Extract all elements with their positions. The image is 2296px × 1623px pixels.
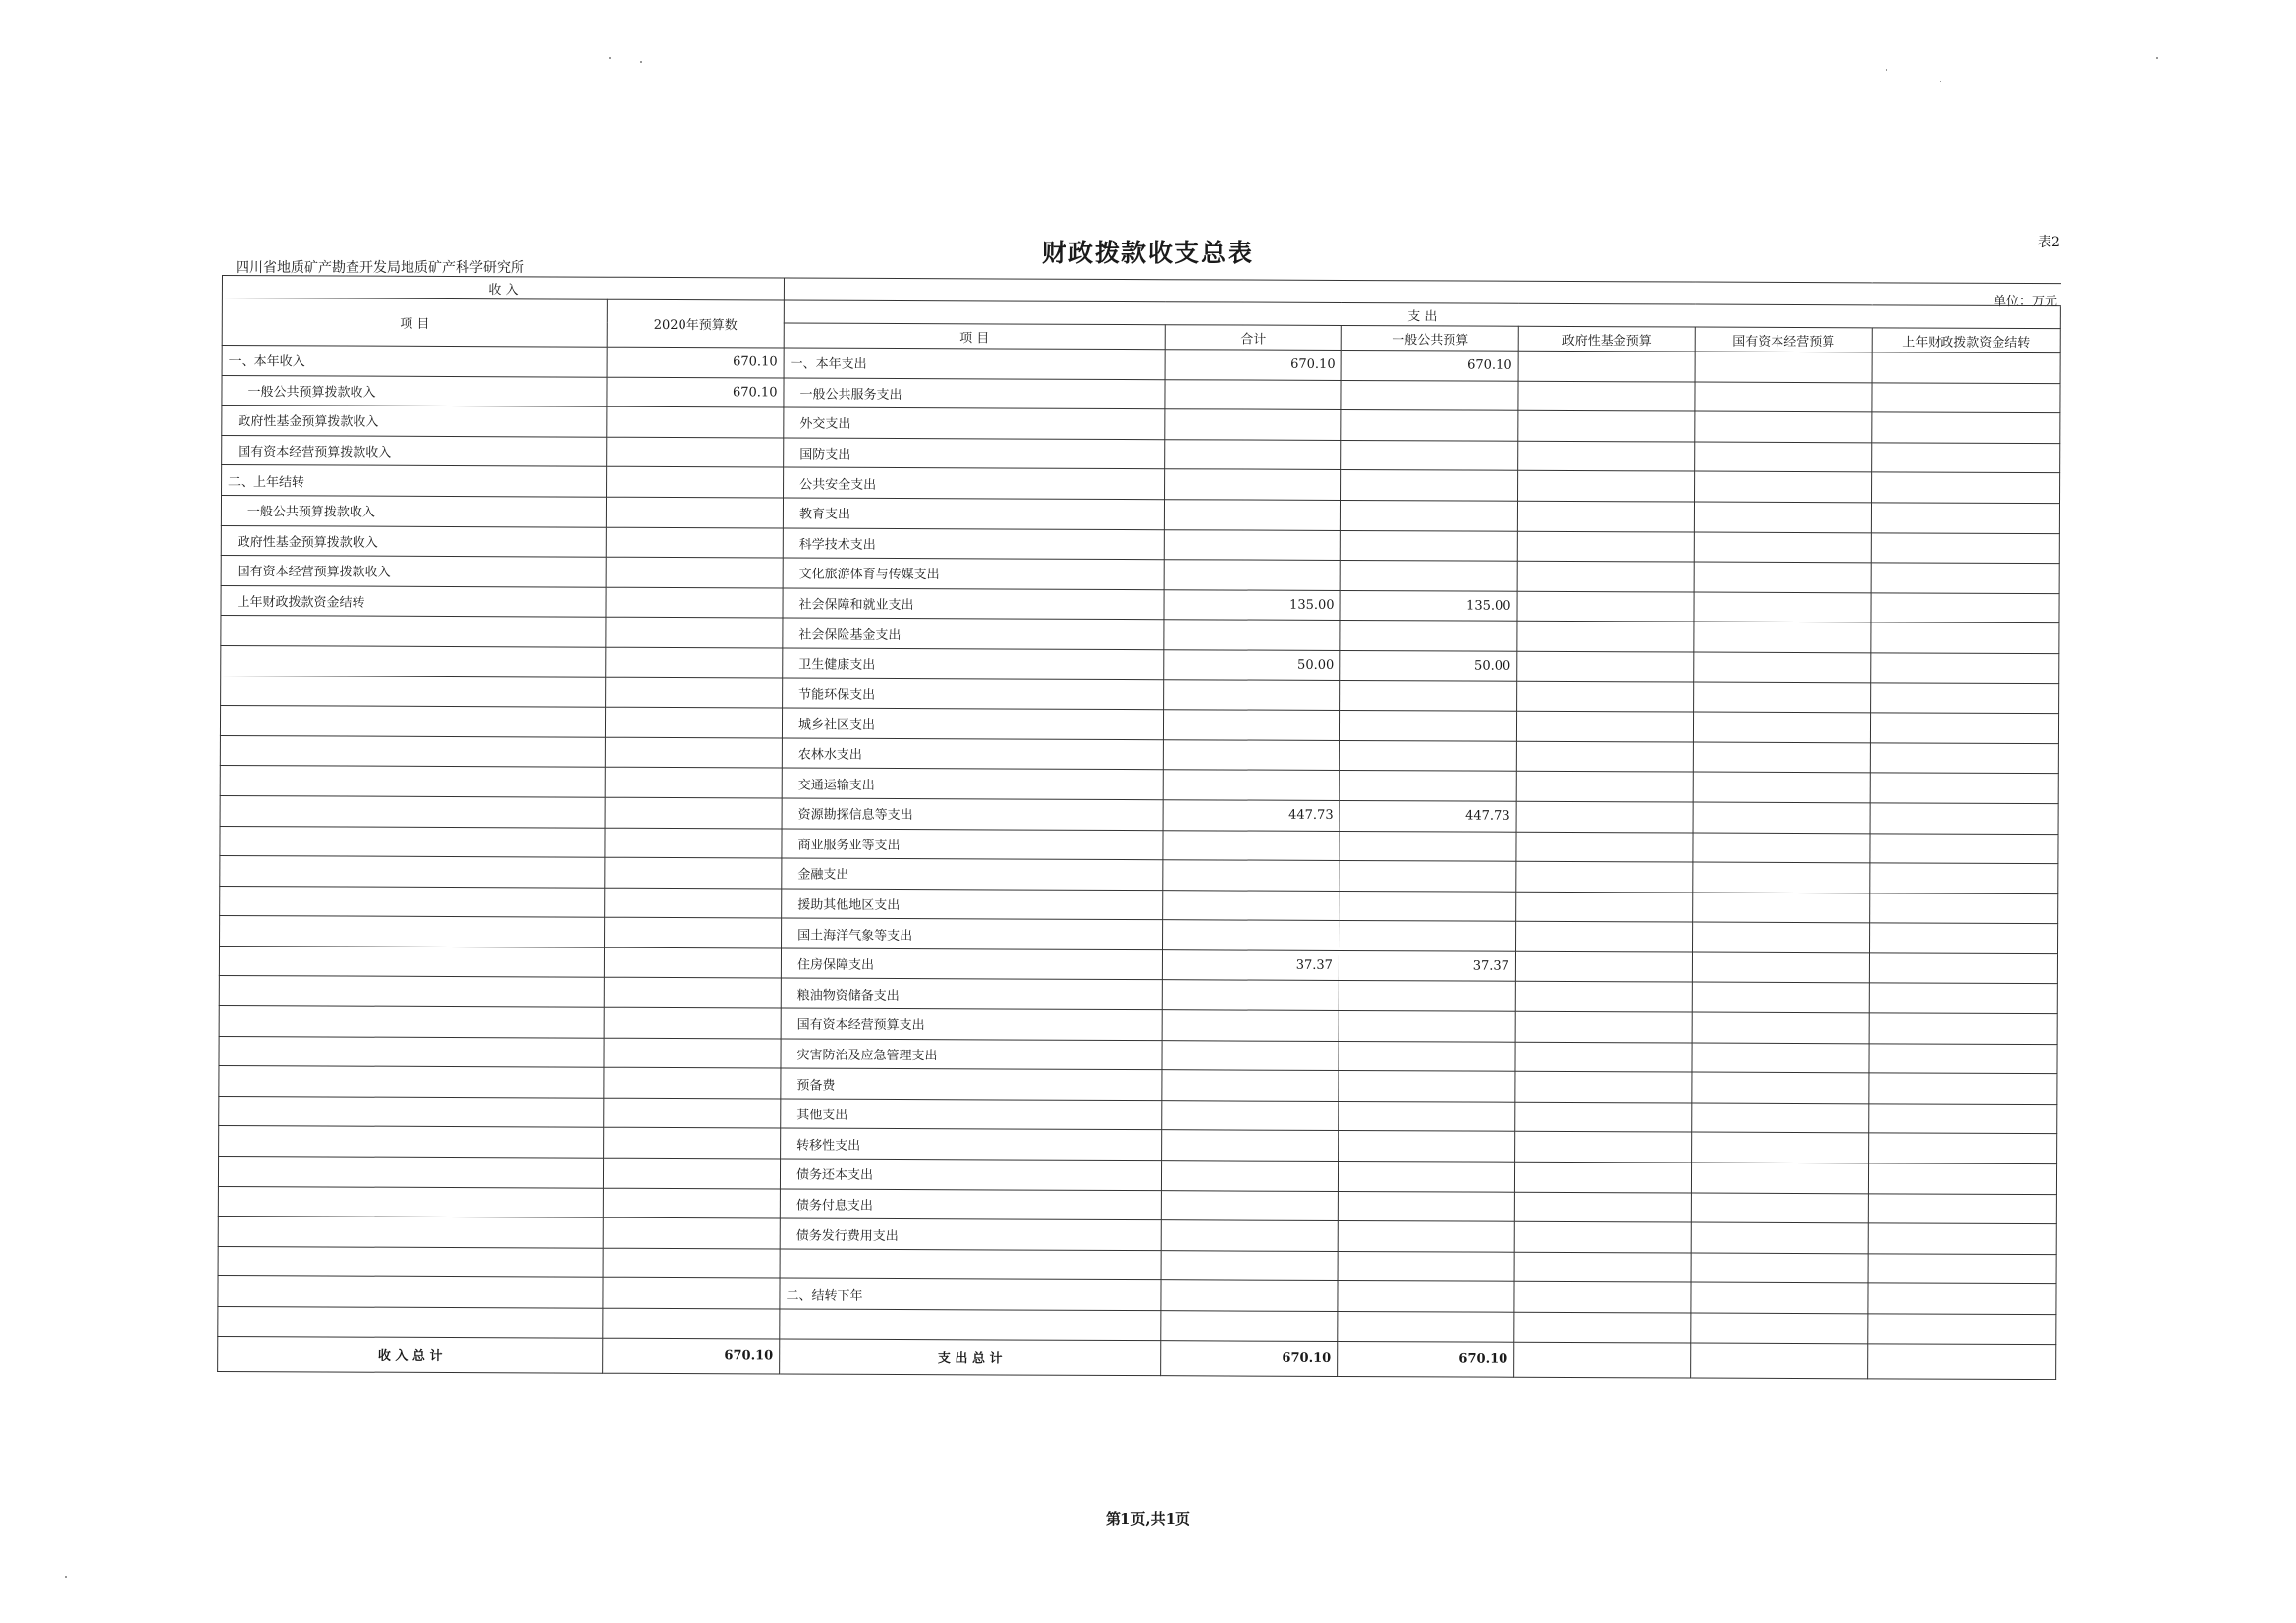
state-capital-cell bbox=[1695, 471, 1872, 502]
income-item-cell bbox=[220, 735, 605, 767]
general-budget-cell: 50.00 bbox=[1340, 650, 1517, 680]
expense-item-cell: 卫生健康支出 bbox=[783, 648, 1164, 679]
state-capital-cell bbox=[1692, 983, 1869, 1013]
gov-fund-cell bbox=[1514, 1192, 1691, 1222]
expense-item-cell: 社会保障和就业支出 bbox=[783, 588, 1164, 620]
expense-item-cell: 金融支出 bbox=[782, 858, 1163, 890]
expense-item-cell: 社会保险基金支出 bbox=[783, 618, 1164, 649]
general-budget-cell bbox=[1340, 680, 1517, 711]
expense-total-cell bbox=[1162, 1101, 1339, 1131]
last-year-balance-cell bbox=[1870, 743, 2058, 774]
general-budget-cell bbox=[1341, 410, 1518, 441]
last-year-balance-cell bbox=[1869, 1013, 2057, 1044]
income-item-cell bbox=[220, 766, 605, 797]
income-value-cell bbox=[606, 587, 783, 618]
income-item-cell bbox=[218, 1217, 603, 1248]
state-capital-cell bbox=[1693, 802, 1870, 833]
expense-item-cell: 国土海洋气象等支出 bbox=[782, 918, 1163, 949]
expense-item-cell: 转移性支出 bbox=[781, 1128, 1162, 1160]
last-year-balance-cell bbox=[1869, 953, 2057, 984]
state-capital-cell bbox=[1694, 532, 1871, 563]
income-item-cell: 国有资本经营预算拨款收入 bbox=[221, 556, 606, 587]
general-budget-cell bbox=[1341, 470, 1518, 501]
expense-total-cell bbox=[1164, 529, 1340, 560]
last-year-balance-cell bbox=[1872, 443, 2060, 473]
expense-total-cell bbox=[1163, 920, 1339, 950]
general-budget-cell bbox=[1338, 1221, 1514, 1252]
state-capital-cell bbox=[1691, 1282, 1868, 1313]
expense-item-cell: 农林水支出 bbox=[782, 738, 1163, 770]
income-item-cell bbox=[220, 856, 605, 888]
gov-fund-cell bbox=[1517, 561, 1694, 591]
expense-item-cell: 灾害防治及应急管理支出 bbox=[781, 1039, 1162, 1070]
general-budget-cell bbox=[1340, 530, 1517, 561]
last-year-balance-cell bbox=[1872, 352, 2060, 383]
expense-total-cell bbox=[1162, 980, 1339, 1010]
expense-item-cell: 资源勘探信息等支出 bbox=[782, 798, 1163, 830]
general-budget-cell bbox=[1339, 1101, 1515, 1131]
expense-item-cell: 住房保障支出 bbox=[781, 948, 1162, 980]
expense-total-cell bbox=[1161, 1220, 1338, 1251]
expense-item-cell: 教育支出 bbox=[783, 498, 1164, 529]
gov-fund-cell bbox=[1514, 1162, 1691, 1192]
expense-item-cell: 一般公共服务支出 bbox=[784, 378, 1165, 409]
last-year-balance-cell bbox=[1870, 803, 2058, 834]
expense-total-cell bbox=[1165, 409, 1341, 440]
income-value-cell: 670.10 bbox=[607, 347, 784, 377]
last-year-balance-cell bbox=[1868, 1193, 2056, 1223]
state-capital-cell bbox=[1694, 652, 1871, 682]
state-capital-cell bbox=[1693, 712, 1870, 742]
expense-total-cell bbox=[1163, 739, 1339, 770]
income-item-cell bbox=[218, 1186, 603, 1217]
scan-speck bbox=[1940, 81, 1941, 82]
income-item-cell bbox=[218, 1306, 603, 1337]
state-capital-cell bbox=[1695, 442, 1872, 472]
last-year-balance-cell bbox=[1868, 1254, 2056, 1284]
scan-speck bbox=[2156, 57, 2158, 59]
fiscal-summary-table bbox=[217, 275, 2061, 1380]
general-budget-cell bbox=[1339, 711, 1516, 741]
general-budget-cell bbox=[1339, 1071, 1515, 1102]
income-item-cell bbox=[218, 1276, 603, 1308]
income-value-cell bbox=[605, 768, 782, 798]
last-year-balance-cell bbox=[1868, 1314, 2056, 1344]
scan-speck bbox=[609, 57, 611, 59]
expense-item-cell: 公共安全支出 bbox=[784, 467, 1165, 499]
income-item-cell bbox=[220, 706, 605, 737]
gov-fund-cell bbox=[1515, 1102, 1692, 1132]
gov-fund-cell bbox=[1516, 861, 1693, 892]
expense-item-cell: 文化旅游体育与传媒支出 bbox=[783, 558, 1164, 589]
income-total-value: 670.10 bbox=[603, 1338, 780, 1374]
expense-total-cell: 50.00 bbox=[1164, 650, 1340, 680]
income-value-cell bbox=[604, 1067, 781, 1098]
header-state-capital-budget: 国有资本经营预算 bbox=[1695, 327, 1872, 352]
state-capital-total bbox=[1691, 1343, 1868, 1379]
state-capital-cell bbox=[1694, 592, 1871, 622]
header-income-group: 收 入 bbox=[222, 276, 784, 300]
expense-total-cell bbox=[1162, 1040, 1339, 1070]
expense-item-cell: 二、结转下年 bbox=[780, 1278, 1161, 1310]
gov-fund-cell bbox=[1514, 1221, 1691, 1252]
gov-fund-cell bbox=[1518, 410, 1695, 441]
header-gov-fund-budget: 政府性基金预算 bbox=[1518, 326, 1695, 352]
last-year-balance-cell bbox=[1871, 653, 2059, 683]
page-footer: 第1页,共1页 bbox=[1105, 1510, 1191, 1528]
general-budget-cell: 37.37 bbox=[1339, 950, 1515, 981]
last-year-balance-cell bbox=[1869, 1133, 2057, 1163]
income-value-cell bbox=[605, 828, 782, 858]
income-item-cell bbox=[219, 976, 604, 1007]
state-capital-cell bbox=[1694, 682, 1871, 713]
gov-fund-cell bbox=[1517, 591, 1694, 622]
gov-fund-cell bbox=[1514, 1282, 1691, 1313]
gov-fund-cell bbox=[1517, 501, 1694, 531]
income-item-cell bbox=[218, 1246, 603, 1277]
income-value-cell bbox=[604, 1098, 781, 1128]
general-budget-cell bbox=[1339, 1131, 1515, 1162]
expense-item-cell: 债务还本支出 bbox=[780, 1159, 1161, 1190]
gov-fund-cell bbox=[1515, 1042, 1692, 1072]
expense-total-cell bbox=[1163, 710, 1339, 740]
income-value-cell bbox=[606, 677, 783, 708]
header-total: 合计 bbox=[1165, 325, 1341, 351]
income-value-cell bbox=[603, 1248, 780, 1278]
income-item-cell bbox=[220, 916, 605, 947]
expense-item-cell: 交通运输支出 bbox=[782, 768, 1163, 799]
income-value-cell bbox=[604, 947, 781, 978]
gov-fund-cell bbox=[1516, 922, 1693, 952]
expense-item-cell bbox=[780, 1249, 1161, 1280]
income-item-cell bbox=[220, 826, 605, 857]
income-item-cell bbox=[221, 676, 606, 707]
expense-total-cell bbox=[1163, 770, 1339, 800]
expense-item-cell: 援助其他地区支出 bbox=[782, 889, 1163, 920]
expense-total-cell bbox=[1164, 620, 1340, 650]
state-capital-cell bbox=[1693, 833, 1870, 863]
last-year-balance-cell bbox=[1870, 713, 2058, 743]
income-item-cell: 国有资本经营预算拨款收入 bbox=[222, 435, 607, 466]
last-year-balance-cell bbox=[1872, 472, 2060, 503]
income-item-cell bbox=[218, 1157, 603, 1188]
expense-total-cell: 135.00 bbox=[1164, 589, 1340, 620]
gov-fund-cell bbox=[1516, 772, 1693, 802]
last-year-balance-total bbox=[1868, 1343, 2056, 1379]
expense-total-cell bbox=[1163, 830, 1339, 860]
header-expense-item: 项 目 bbox=[784, 323, 1165, 350]
income-value-cell bbox=[605, 857, 782, 888]
header-income-budget: 2020年预算数 bbox=[607, 299, 784, 348]
income-value-cell bbox=[605, 737, 782, 768]
income-item-cell: 政府性基金预算拨款收入 bbox=[222, 406, 607, 437]
income-item-cell: 一般公共预算拨款收入 bbox=[221, 495, 606, 526]
general-budget-cell bbox=[1339, 831, 1516, 861]
document-title: 财政拨款收支总表 bbox=[1041, 239, 1254, 267]
organization-name: 四川省地质矿产勘查开发局地质矿产科学研究所 bbox=[236, 260, 524, 276]
state-capital-cell bbox=[1693, 922, 1870, 952]
income-value-cell bbox=[603, 1217, 780, 1248]
expense-total-cell bbox=[1164, 560, 1340, 590]
state-capital-cell bbox=[1691, 1313, 1868, 1343]
income-item-cell: 一、本年收入 bbox=[222, 346, 607, 377]
income-item-cell: 一般公共预算拨款收入 bbox=[222, 375, 607, 406]
general-budget-cell bbox=[1339, 981, 1515, 1011]
last-year-balance-cell bbox=[1871, 622, 2059, 653]
state-capital-cell bbox=[1692, 1072, 1869, 1103]
state-capital-cell bbox=[1695, 352, 1872, 382]
expense-total-label: 支 出 总 计 bbox=[780, 1339, 1161, 1376]
general-budget-cell bbox=[1338, 1161, 1514, 1191]
expense-total-cell bbox=[1161, 1190, 1338, 1220]
income-value-cell bbox=[605, 797, 782, 828]
scan-speck bbox=[1886, 69, 1887, 71]
expense-total-cell bbox=[1161, 1250, 1338, 1280]
income-item-cell: 政府性基金预算拨款收入 bbox=[221, 525, 606, 557]
gov-fund-cell bbox=[1516, 832, 1693, 862]
expense-total-cell bbox=[1161, 1161, 1338, 1191]
general-budget-cell bbox=[1338, 1311, 1514, 1341]
gov-fund-total bbox=[1514, 1342, 1691, 1378]
expense-total-cell bbox=[1163, 890, 1339, 920]
general-budget-cell bbox=[1339, 740, 1516, 771]
expense-item-cell: 债务付息支出 bbox=[780, 1189, 1161, 1220]
income-value-cell bbox=[603, 1308, 780, 1338]
general-budget-cell: 670.10 bbox=[1341, 350, 1518, 380]
expense-item-cell: 商业服务业等支出 bbox=[782, 828, 1163, 859]
gov-fund-cell bbox=[1515, 1072, 1692, 1103]
last-year-balance-cell bbox=[1871, 503, 2059, 533]
general-budget-cell bbox=[1338, 1191, 1514, 1221]
general-budget-cell bbox=[1339, 771, 1516, 801]
expense-total-cell: 670.10 bbox=[1165, 350, 1341, 380]
last-year-balance-cell bbox=[1870, 923, 2058, 953]
state-capital-cell bbox=[1694, 562, 1871, 592]
state-capital-cell bbox=[1693, 772, 1870, 802]
expense-item-cell: 其他支出 bbox=[781, 1099, 1162, 1130]
income-item-cell bbox=[219, 1066, 604, 1098]
expense-total-cell bbox=[1162, 1130, 1339, 1161]
expense-total-cell bbox=[1162, 1070, 1339, 1101]
income-value-cell bbox=[603, 1278, 780, 1309]
last-year-balance-cell bbox=[1870, 833, 2058, 863]
expense-total-cell bbox=[1161, 1280, 1338, 1311]
last-year-balance-cell bbox=[1868, 1163, 2056, 1194]
state-capital-cell bbox=[1694, 502, 1871, 532]
last-year-balance-cell bbox=[1871, 593, 2059, 623]
fiscal-table-container bbox=[217, 275, 2060, 1384]
general-budget-cell bbox=[1340, 500, 1517, 530]
income-value-cell bbox=[607, 406, 784, 437]
gov-fund-cell bbox=[1514, 1312, 1691, 1342]
state-capital-cell bbox=[1693, 893, 1870, 923]
last-year-balance-cell bbox=[1869, 1073, 2057, 1104]
expense-item-cell: 粮油物资储备支出 bbox=[781, 978, 1162, 1009]
expense-item-cell: 外交支出 bbox=[784, 407, 1165, 439]
income-item-cell bbox=[219, 1006, 604, 1038]
general-budget-cell: 447.73 bbox=[1339, 800, 1516, 831]
table-number-mark: 表2 bbox=[2038, 235, 2060, 250]
last-year-balance-cell bbox=[1872, 412, 2060, 443]
income-value-cell bbox=[604, 1007, 781, 1038]
state-capital-cell bbox=[1694, 622, 1871, 652]
expense-total-cell bbox=[1165, 379, 1341, 409]
expense-item-cell: 国有资本经营预算支出 bbox=[781, 1008, 1162, 1040]
totals-row bbox=[218, 1336, 2056, 1379]
state-capital-cell bbox=[1691, 1253, 1868, 1283]
general-budget-cell bbox=[1341, 380, 1518, 410]
gov-fund-cell bbox=[1516, 801, 1693, 832]
gov-fund-cell bbox=[1514, 1252, 1691, 1282]
income-value-cell bbox=[604, 1038, 781, 1068]
header-general-budget: 一般公共预算 bbox=[1341, 325, 1518, 351]
expense-item-cell bbox=[780, 1309, 1161, 1340]
scan-speck bbox=[640, 61, 642, 63]
expense-item-cell: 预备费 bbox=[781, 1068, 1162, 1100]
income-value-cell bbox=[603, 1188, 780, 1218]
state-capital-cell bbox=[1692, 1132, 1869, 1163]
gov-fund-cell bbox=[1517, 681, 1694, 712]
income-item-cell bbox=[221, 645, 606, 676]
income-value-cell bbox=[607, 437, 784, 467]
expense-grand-total: 670.10 bbox=[1161, 1340, 1338, 1376]
last-year-balance-cell bbox=[1872, 382, 2060, 412]
gov-fund-cell bbox=[1517, 622, 1694, 652]
gov-fund-cell bbox=[1517, 651, 1694, 681]
state-capital-cell bbox=[1692, 1103, 1869, 1133]
expense-item-cell: 城乡社区支出 bbox=[782, 708, 1163, 739]
gov-fund-cell bbox=[1516, 711, 1693, 741]
general-budget-cell bbox=[1338, 1281, 1514, 1312]
last-year-balance-cell bbox=[1870, 773, 2058, 803]
general-budget-total: 670.10 bbox=[1338, 1341, 1514, 1377]
expense-total-cell: 447.73 bbox=[1163, 800, 1339, 831]
income-value-cell bbox=[606, 618, 783, 648]
income-value-cell bbox=[607, 467, 784, 498]
gov-fund-cell bbox=[1518, 381, 1695, 411]
state-capital-cell bbox=[1695, 411, 1872, 442]
expense-total-cell bbox=[1162, 1010, 1339, 1041]
expense-item-cell: 国防支出 bbox=[784, 438, 1165, 469]
income-value-cell bbox=[605, 707, 782, 737]
last-year-balance-cell bbox=[1868, 1283, 2056, 1314]
general-budget-cell: 135.00 bbox=[1340, 590, 1517, 621]
state-capital-cell bbox=[1693, 862, 1870, 893]
gov-fund-cell bbox=[1516, 892, 1693, 922]
expense-total-cell bbox=[1165, 439, 1341, 469]
last-year-balance-cell bbox=[1869, 983, 2057, 1013]
gov-fund-cell bbox=[1515, 1011, 1692, 1042]
expense-item-cell: 一、本年支出 bbox=[784, 348, 1165, 379]
gov-fund-cell bbox=[1516, 741, 1693, 772]
expense-total-cell bbox=[1165, 469, 1341, 500]
scan-speck bbox=[65, 1576, 67, 1578]
gov-fund-cell bbox=[1515, 951, 1692, 982]
income-value-cell bbox=[606, 647, 783, 677]
income-item-cell bbox=[219, 1096, 604, 1127]
state-capital-cell bbox=[1692, 952, 1869, 983]
income-item-cell bbox=[220, 886, 605, 917]
income-item-cell: 上年财政拨款资金结转 bbox=[221, 585, 606, 617]
general-budget-cell bbox=[1341, 440, 1518, 470]
general-budget-cell bbox=[1340, 561, 1517, 591]
income-item-cell: 二、上年结转 bbox=[222, 465, 607, 497]
last-year-balance-cell bbox=[1871, 682, 2059, 713]
income-value-cell bbox=[606, 557, 783, 587]
last-year-balance-cell bbox=[1868, 1223, 2056, 1254]
expense-item-cell: 债务发行费用支出 bbox=[780, 1218, 1161, 1250]
last-year-balance-cell bbox=[1870, 863, 2058, 893]
header-last-year-balance: 上年财政拨款资金结转 bbox=[1872, 328, 2060, 353]
last-year-balance-cell bbox=[1871, 532, 2059, 563]
expense-item-cell: 科学技术支出 bbox=[783, 528, 1164, 560]
last-year-balance-cell bbox=[1869, 1043, 2057, 1073]
expense-total-cell bbox=[1163, 860, 1339, 891]
gov-fund-cell bbox=[1517, 531, 1694, 562]
income-item-cell bbox=[219, 946, 604, 977]
income-item-cell bbox=[219, 1126, 604, 1158]
income-value-cell bbox=[605, 888, 782, 918]
state-capital-cell bbox=[1692, 1043, 1869, 1073]
income-value-cell bbox=[606, 497, 783, 527]
state-capital-cell bbox=[1695, 382, 1872, 412]
general-budget-cell bbox=[1340, 621, 1517, 651]
income-item-cell bbox=[220, 795, 605, 827]
expense-item-cell: 节能环保支出 bbox=[783, 678, 1164, 710]
gov-fund-cell bbox=[1518, 351, 1695, 381]
state-capital-cell bbox=[1691, 1222, 1868, 1253]
state-capital-cell bbox=[1692, 1012, 1869, 1043]
last-year-balance-cell bbox=[1869, 1104, 2057, 1134]
income-value-cell bbox=[604, 978, 781, 1008]
gov-fund-cell bbox=[1518, 471, 1695, 502]
income-item-cell bbox=[219, 1036, 604, 1067]
gov-fund-cell bbox=[1515, 1132, 1692, 1163]
state-capital-cell bbox=[1691, 1163, 1868, 1193]
expense-total-cell bbox=[1164, 500, 1340, 530]
general-budget-cell bbox=[1339, 921, 1516, 951]
unit-label: 单位：万元 bbox=[1993, 295, 2057, 309]
income-total-label: 收 入 总 计 bbox=[218, 1336, 603, 1373]
general-budget-cell bbox=[1339, 891, 1516, 921]
expense-total-cell bbox=[1164, 679, 1340, 710]
last-year-balance-cell bbox=[1871, 563, 2059, 593]
general-budget-cell bbox=[1339, 1011, 1515, 1042]
general-budget-cell bbox=[1339, 1041, 1515, 1071]
header-income-item: 项 目 bbox=[222, 298, 607, 348]
gov-fund-cell bbox=[1518, 441, 1695, 471]
header-expense-group: 支 出 bbox=[784, 300, 2060, 329]
expense-total-cell bbox=[1161, 1311, 1338, 1341]
gov-fund-cell bbox=[1515, 982, 1692, 1012]
income-value-cell bbox=[606, 527, 783, 558]
state-capital-cell bbox=[1691, 1193, 1868, 1223]
income-item-cell bbox=[221, 616, 606, 647]
state-capital-cell bbox=[1693, 742, 1870, 773]
expense-total-cell: 37.37 bbox=[1162, 950, 1339, 981]
income-value-cell bbox=[603, 1158, 780, 1188]
income-value-cell: 670.10 bbox=[607, 377, 784, 407]
general-budget-cell bbox=[1339, 861, 1516, 892]
income-value-cell bbox=[604, 1128, 781, 1159]
last-year-balance-cell bbox=[1870, 893, 2058, 924]
income-value-cell bbox=[605, 917, 782, 947]
general-budget-cell bbox=[1338, 1251, 1514, 1281]
